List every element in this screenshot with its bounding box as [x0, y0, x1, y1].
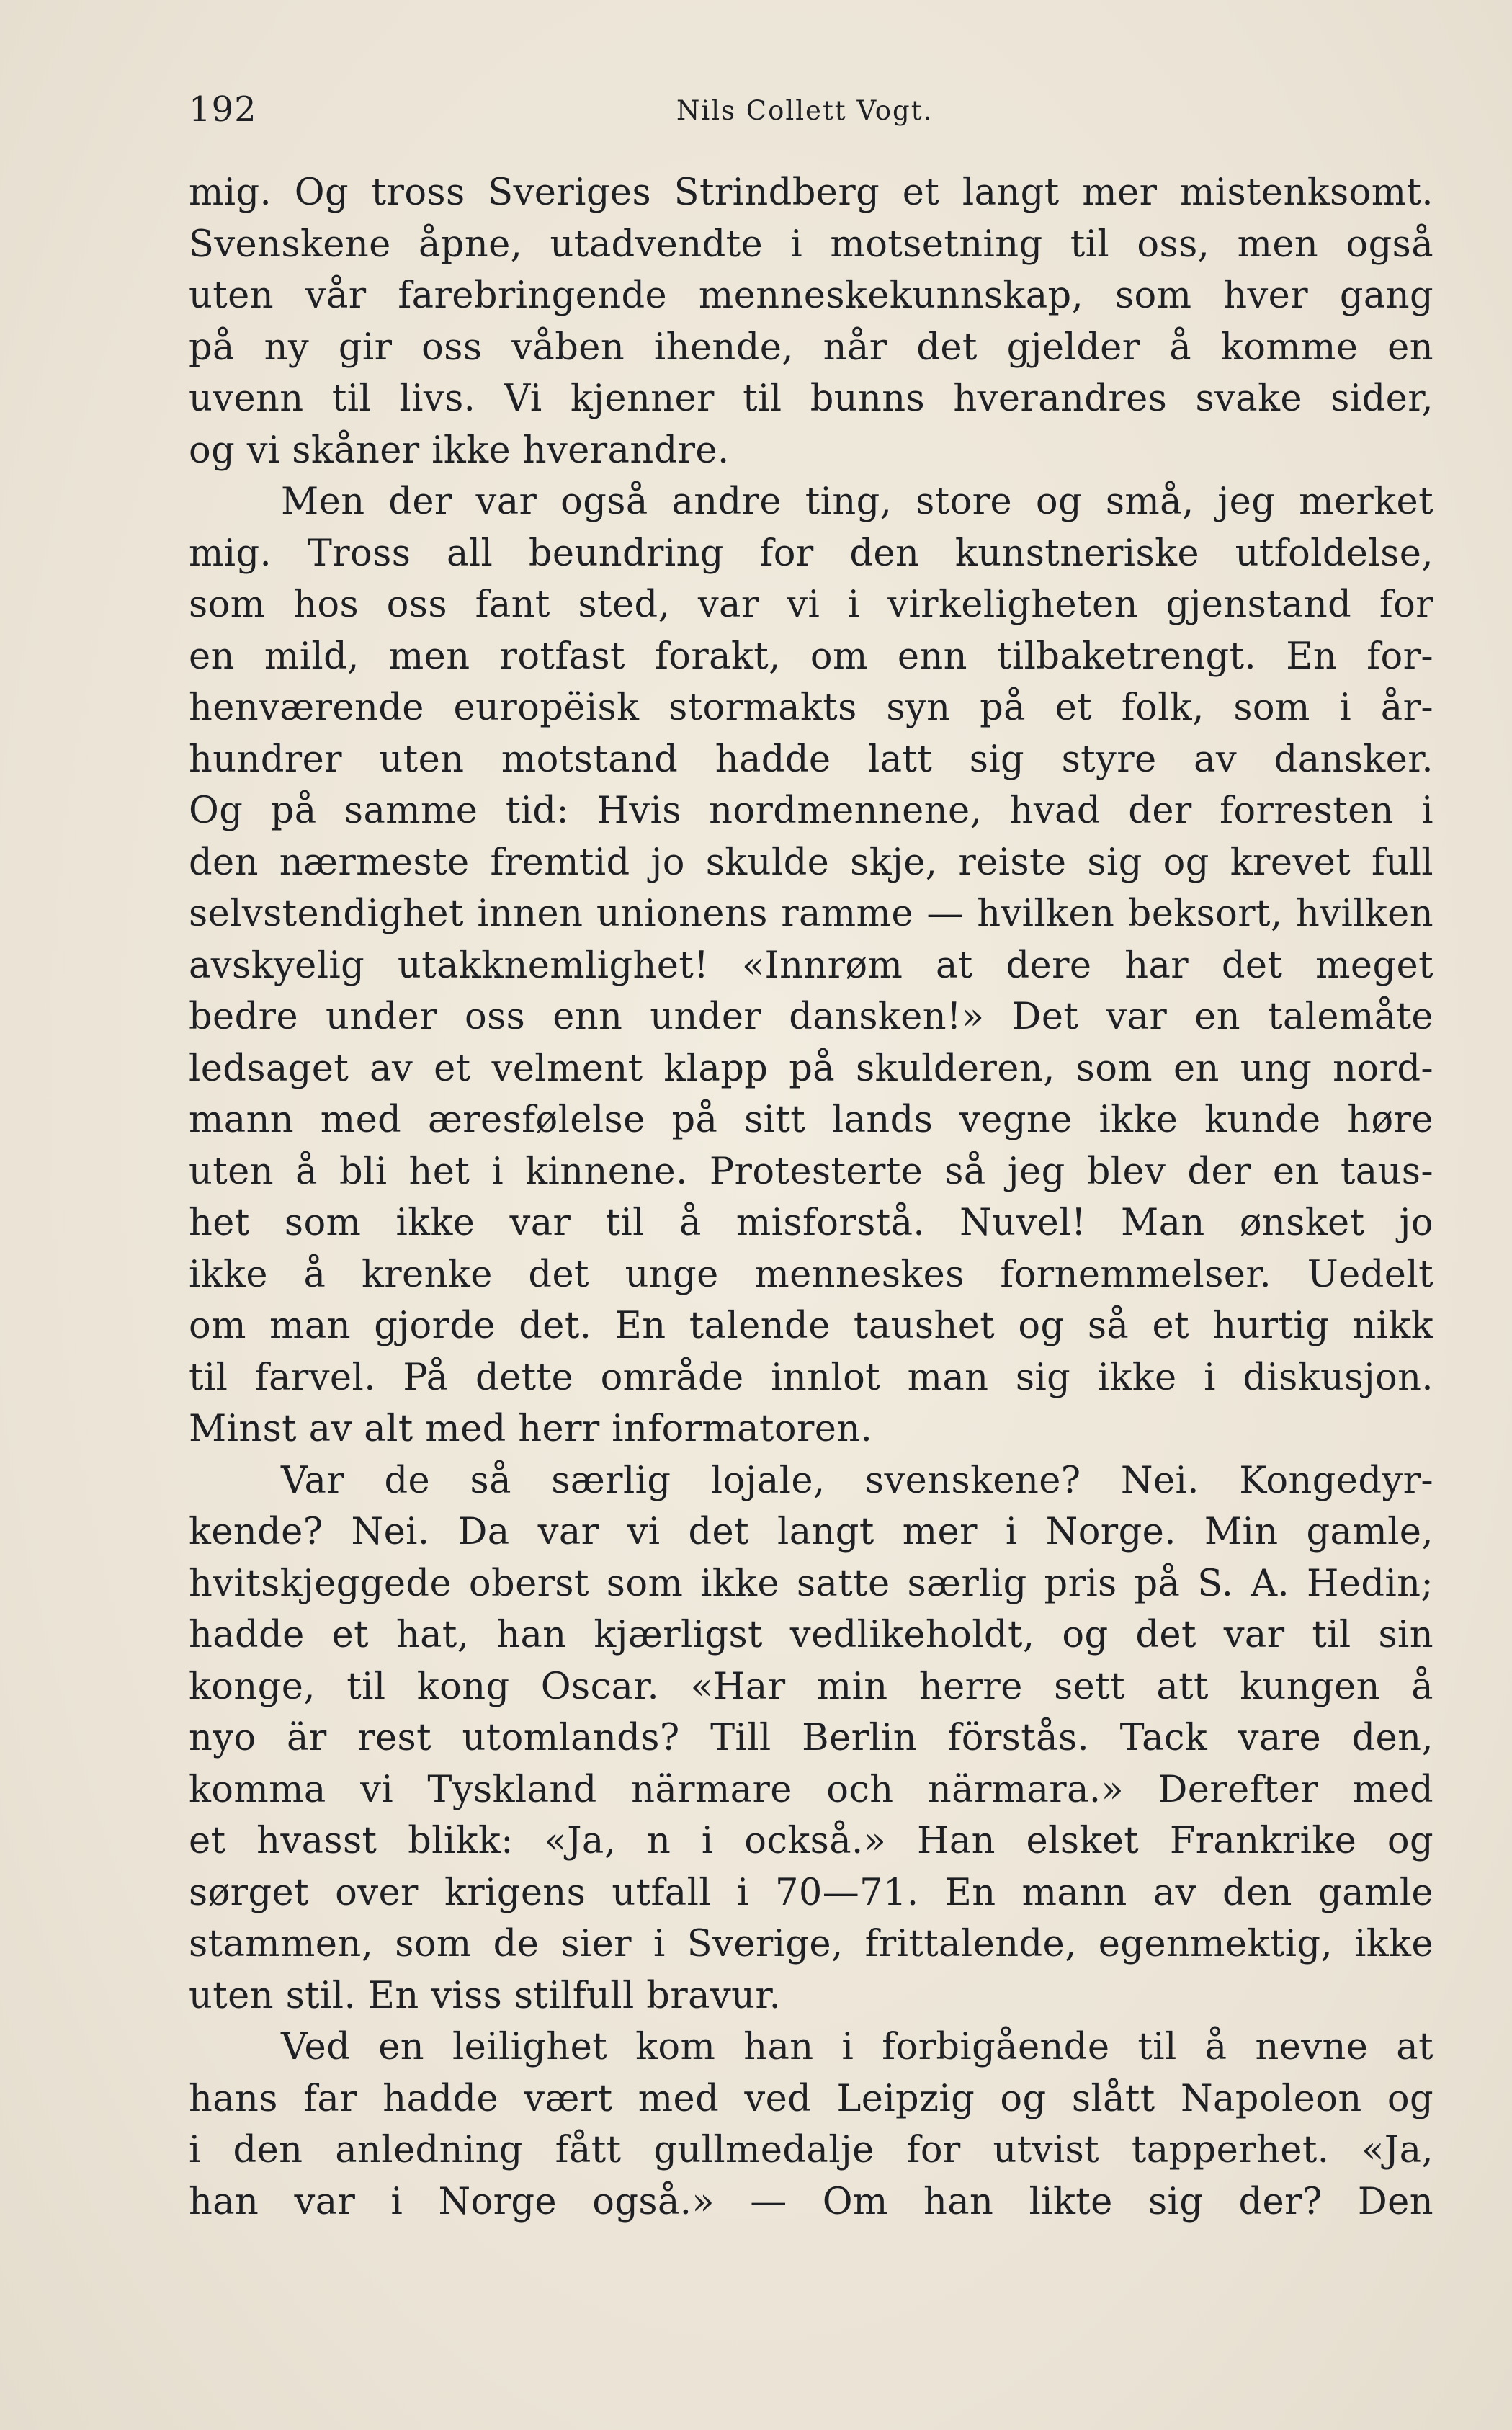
- text-line: Men der var også andre ting, store og små, jeg merket: [281, 481, 1433, 523]
- text-line: hadde et hat, han kjærligst vedlikeholdt, og det var til sin: [189, 1614, 1433, 1656]
- text-line: mig. Tross all beundring for den kunstneriske utfoldelse,: [189, 532, 1433, 575]
- text-line: om man gjorde det. En talende taushet og så et hurtig nikk: [189, 1305, 1433, 1347]
- text-line: han var i Norge også.» — Om han likte sig der? Den: [189, 2180, 1433, 2223]
- text-line: ledsaget av et velment klapp på skulderen, som en ung nord-: [189, 1047, 1433, 1090]
- text-line: uten vår farebringende menneskekunnskap, som hver gang: [189, 274, 1433, 317]
- text-line: på ny gir oss våben ihende, når det gjelder å komme en: [189, 326, 1433, 369]
- text-line: henværende europëisk stormakts syn på et folk, som i år-: [189, 687, 1433, 729]
- text-line: og vi skåner ikke hverandre.: [189, 429, 730, 472]
- text-line: uten å bli het i kinnene. Protesterte så jeg blev der en taus-: [189, 1150, 1433, 1193]
- text-line: mig. Og tross Sveriges Strindberg et langt mer mistenksomt.: [189, 171, 1433, 214]
- text-line: Var de så særlig lojale, svenskene? Nei. Kongedyr-: [281, 1459, 1433, 1502]
- text-line: Svenskene åpne, utadvendte i motsetning til oss, men også: [189, 223, 1433, 266]
- text-line: Ved en leilighet kom han i forbigående til å nevne at: [281, 2026, 1433, 2068]
- text-line: ikke å krenke det unge menneskes fornemmelser. Uedelt: [189, 1253, 1433, 1296]
- text-line: stammen, som de sier i Sverige, frittalende, egenmektig, ikke: [189, 1923, 1433, 1965]
- text-line: konge, til kong Oscar. «Har min herre sett att kungen å: [189, 1665, 1433, 1708]
- text-line: til farvel. På dette område innlot man sig ikke i diskusjon.: [189, 1356, 1433, 1399]
- text-line: den nærmeste fremtid jo skulde skje, reiste sig og krevet full: [189, 841, 1433, 884]
- text-line: het som ikke var til å misforstå. Nuvel! Man ønsket jo: [189, 1202, 1433, 1244]
- text-line: nyo är rest utomlands? Till Berlin förstås. Tack vare den,: [189, 1717, 1433, 1759]
- text-line: Minst av alt med herr informatoren.: [189, 1408, 873, 1450]
- text-line: et hvasst blikk: «Ja, n i också.» Han elsket Frankrike og: [189, 1820, 1433, 1862]
- page-header: [189, 85, 1377, 143]
- text-line: bedre under oss enn under dansken!» Det var en talemåte: [189, 996, 1433, 1038]
- text-line: hvitskjeggede oberst som ikke satte særlig pris på S. A. Hedin;: [189, 1562, 1433, 1605]
- text-line: Og på samme tid: Hvis nordmennene, hvad der forresten i: [189, 790, 1433, 832]
- text-line: mann med æresfølelse på sitt lands vegne ikke kunde høre: [189, 1099, 1433, 1141]
- text-line: uvenn til livs. Vi kjenner til bunns hverandres svake sider,: [189, 378, 1433, 420]
- text-line: en mild, men rotfast forakt, om enn tilbaketrengt. En for-: [189, 635, 1433, 678]
- text-line: hans far hadde vært med ved Leipzig og slått Napoleon og: [189, 2077, 1433, 2120]
- text-line: uten stil. En viss stilfull bravur.: [189, 1974, 782, 2017]
- text-line: i den anledning fått gullmedalje for utvist tapperhet. «Ja,: [189, 2129, 1433, 2171]
- body-text: [189, 167, 1433, 2228]
- page-number: 192: [189, 89, 257, 130]
- text-line: som hos oss fant sted, var vi i virkeligheten gjenstand for: [189, 584, 1433, 626]
- text-line: hundrer uten motstand hadde latt sig styre av dansker.: [189, 738, 1433, 781]
- text-line: avskyelig utakknemlighet! «Innrøm at dere har det meget: [189, 944, 1433, 987]
- running-head: Nils Collett Vogt.: [676, 95, 934, 126]
- text-line: komma vi Tyskland närmare och närmara.» Derefter med: [189, 1768, 1433, 1811]
- text-line: kende? Nei. Da var vi det langt mer i Norge. Min gamle,: [189, 1511, 1433, 1553]
- text-line: selvstendighet innen unionens ramme — hvilken beksort, hvilken: [189, 893, 1433, 935]
- text-line: sørget over krigens utfall i 70—71. En mann av den gamle: [189, 1871, 1433, 1914]
